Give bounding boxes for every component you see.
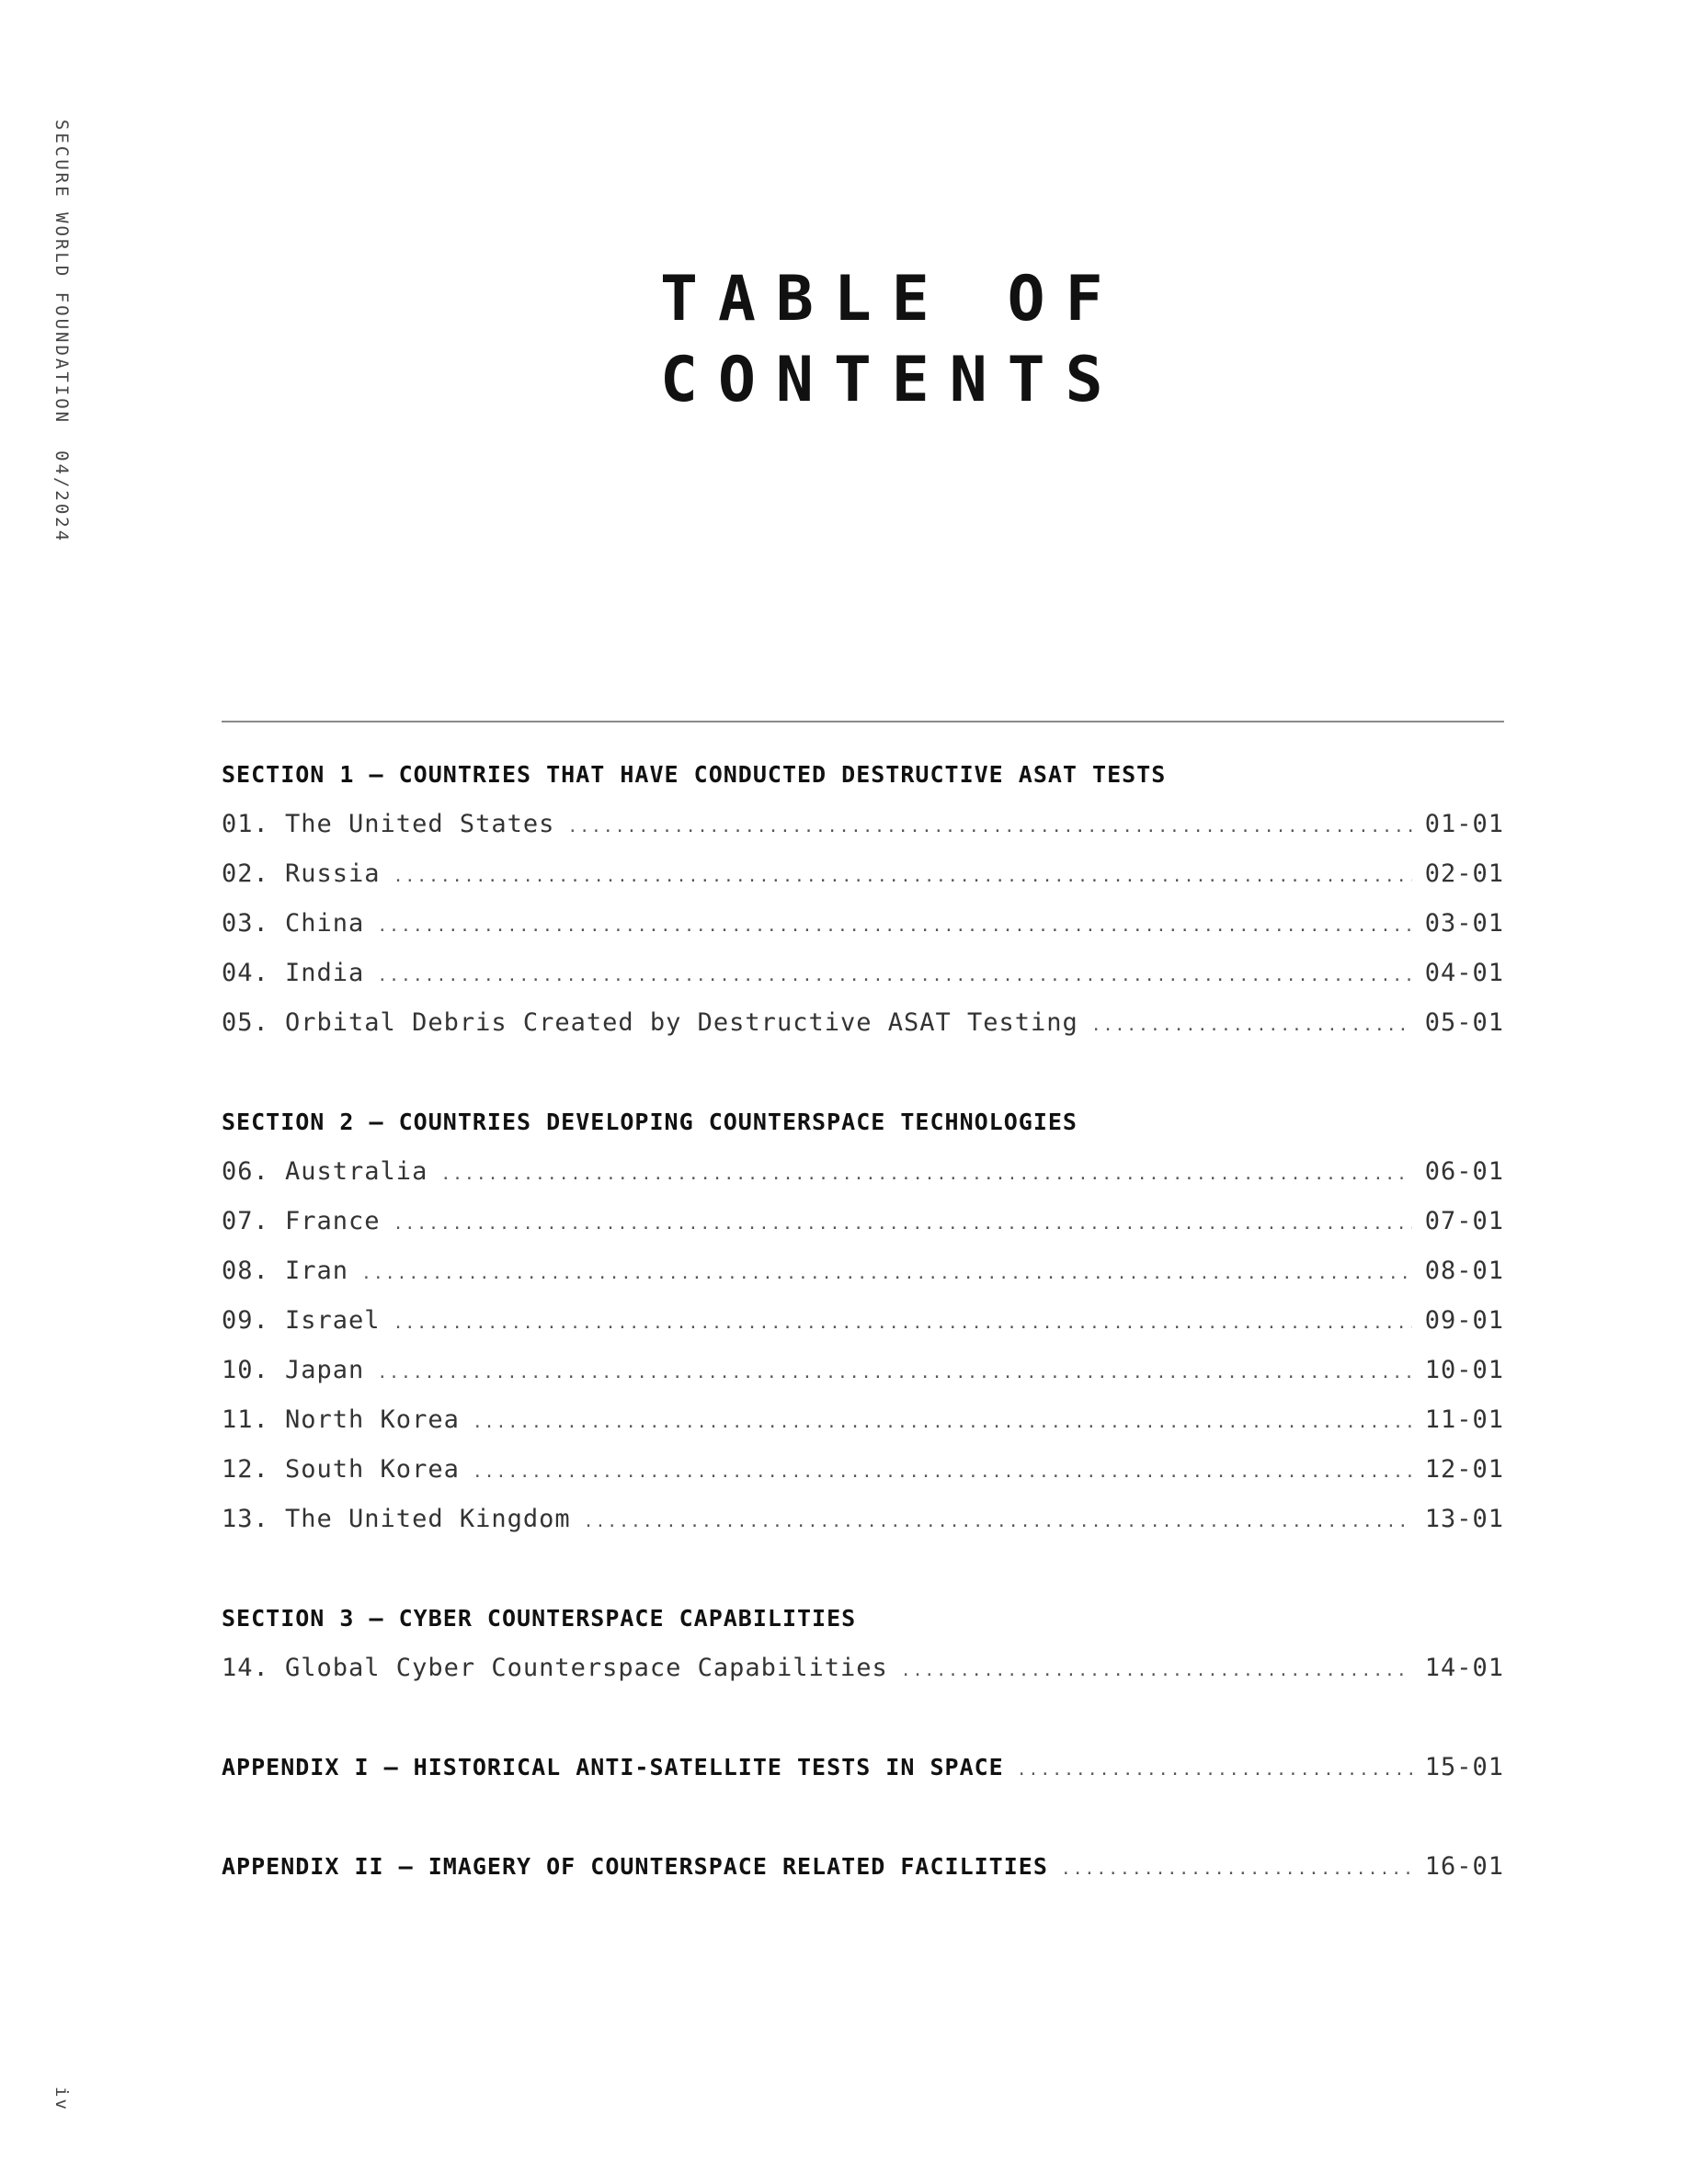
dot-leader	[440, 1150, 1411, 1200]
section-3	[222, 1594, 1504, 1693]
dot-leader	[1091, 1001, 1412, 1051]
page-title-line-1: TABLE OF	[660, 263, 1123, 336]
toc-entry-label: 12. South Korea	[222, 1455, 460, 1484]
toc-entry[interactable]	[222, 1147, 1504, 1197]
toc-entry[interactable]	[222, 949, 1504, 998]
appendix-page: 16-01	[1424, 1852, 1504, 1881]
toc-entry-page: 06-01	[1424, 1157, 1504, 1186]
toc-entry[interactable]	[222, 1197, 1504, 1246]
toc-entry-page: 03-01	[1424, 909, 1504, 938]
dot-leader	[393, 1299, 1412, 1348]
toc-entry[interactable]	[222, 1644, 1504, 1693]
toc-entry-label: 04. India	[222, 959, 365, 987]
spacer	[222, 1792, 1504, 1842]
toc-entry-page: 11-01	[1424, 1405, 1504, 1434]
toc-entry[interactable]	[222, 1246, 1504, 1296]
dot-leader	[1061, 1845, 1412, 1894]
toc-entry-page: 02-01	[1424, 859, 1504, 888]
toc-entry[interactable]	[222, 1395, 1504, 1445]
toc-entry-label: 01. The United States	[222, 810, 555, 838]
toc-entry-label: 03. China	[222, 909, 365, 938]
section-heading: SECTION 2 — COUNTRIES DEVELOPING COUNTERSPACE TECHNOLOGIES	[222, 1109, 1078, 1135]
toc-entry[interactable]	[222, 1346, 1504, 1395]
dot-leader	[901, 1646, 1412, 1696]
appendix-label: APPENDIX I — HISTORICAL ANTI-SATELLITE TESTS IN SPACE	[222, 1754, 1004, 1780]
toc-entry-label: 06. Australia	[222, 1157, 428, 1186]
dot-leader	[473, 1448, 1412, 1497]
running-header-organization: SECURE WORLD FOUNDATION	[51, 119, 72, 426]
toc-entry-page: 04-01	[1424, 959, 1504, 987]
toc-entry[interactable]	[222, 849, 1504, 899]
toc-entry-page: 10-01	[1424, 1356, 1504, 1384]
dot-leader	[393, 852, 1412, 902]
dot-leader	[584, 1497, 1412, 1547]
section-2	[222, 1098, 1504, 1544]
appendix-page: 15-01	[1424, 1753, 1504, 1781]
table-of-contents	[222, 750, 1504, 1892]
section-heading: SECTION 3 — CYBER COUNTERSPACE CAPABILITIES	[222, 1605, 857, 1632]
spacer	[222, 1048, 1504, 1098]
toc-entry[interactable]	[222, 1296, 1504, 1346]
toc-entry-label: 08. Iran	[222, 1257, 349, 1285]
divider	[222, 721, 1504, 722]
toc-entry[interactable]	[222, 1495, 1504, 1544]
appendix-entry[interactable]	[222, 1743, 1504, 1792]
toc-entry-label: 02. Russia	[222, 859, 381, 888]
toc-entry-page: 09-01	[1424, 1306, 1504, 1335]
dot-leader	[377, 951, 1411, 1001]
running-header	[51, 119, 72, 543]
appendix-entry[interactable]	[222, 1842, 1504, 1892]
toc-entry-page: 12-01	[1424, 1455, 1504, 1484]
dot-leader	[567, 802, 1411, 852]
toc-entry-label: 09. Israel	[222, 1306, 381, 1335]
dot-leader	[377, 1348, 1411, 1398]
toc-entry-label: 05. Orbital Debris Created by Destructive ASAT Testing	[222, 1008, 1078, 1037]
toc-entry-label: 14. Global Cyber Counterspace Capabilities	[222, 1654, 888, 1682]
toc-entry[interactable]	[222, 998, 1504, 1048]
toc-entry-page: 14-01	[1424, 1654, 1504, 1682]
page-title-line-2: CONTENTS	[660, 344, 1123, 416]
toc-entry-label: 07. France	[222, 1207, 381, 1235]
toc-entry-page: 01-01	[1424, 810, 1504, 838]
page-title	[660, 259, 1123, 421]
toc-entry-label: 10. Japan	[222, 1356, 365, 1384]
page-number: iv	[51, 2087, 72, 2111]
toc-entry[interactable]	[222, 899, 1504, 949]
toc-entry-page: 05-01	[1424, 1008, 1504, 1037]
dot-leader	[473, 1398, 1412, 1448]
spacer	[222, 1544, 1504, 1594]
toc-entry[interactable]	[222, 800, 1504, 849]
toc-entry-page: 13-01	[1424, 1505, 1504, 1533]
toc-entry-label: 13. The United Kingdom	[222, 1505, 571, 1533]
dot-leader	[377, 902, 1411, 951]
spacer	[222, 1693, 1504, 1743]
running-header-date: 04/2024	[51, 450, 72, 544]
dot-leader	[1017, 1746, 1412, 1795]
dot-leader	[361, 1249, 1412, 1299]
toc-entry[interactable]	[222, 1445, 1504, 1495]
toc-entry-label: 11. North Korea	[222, 1405, 460, 1434]
toc-entry-page: 08-01	[1424, 1257, 1504, 1285]
section-heading: SECTION 1 — COUNTRIES THAT HAVE CONDUCTED DESTRUCTIVE ASAT TESTS	[222, 761, 1167, 788]
section-1	[222, 750, 1504, 1048]
dot-leader	[393, 1200, 1412, 1249]
toc-entry-page: 07-01	[1424, 1207, 1504, 1235]
appendix-label: APPENDIX II — IMAGERY OF COUNTERSPACE RELATED FACILITIES	[222, 1853, 1048, 1880]
